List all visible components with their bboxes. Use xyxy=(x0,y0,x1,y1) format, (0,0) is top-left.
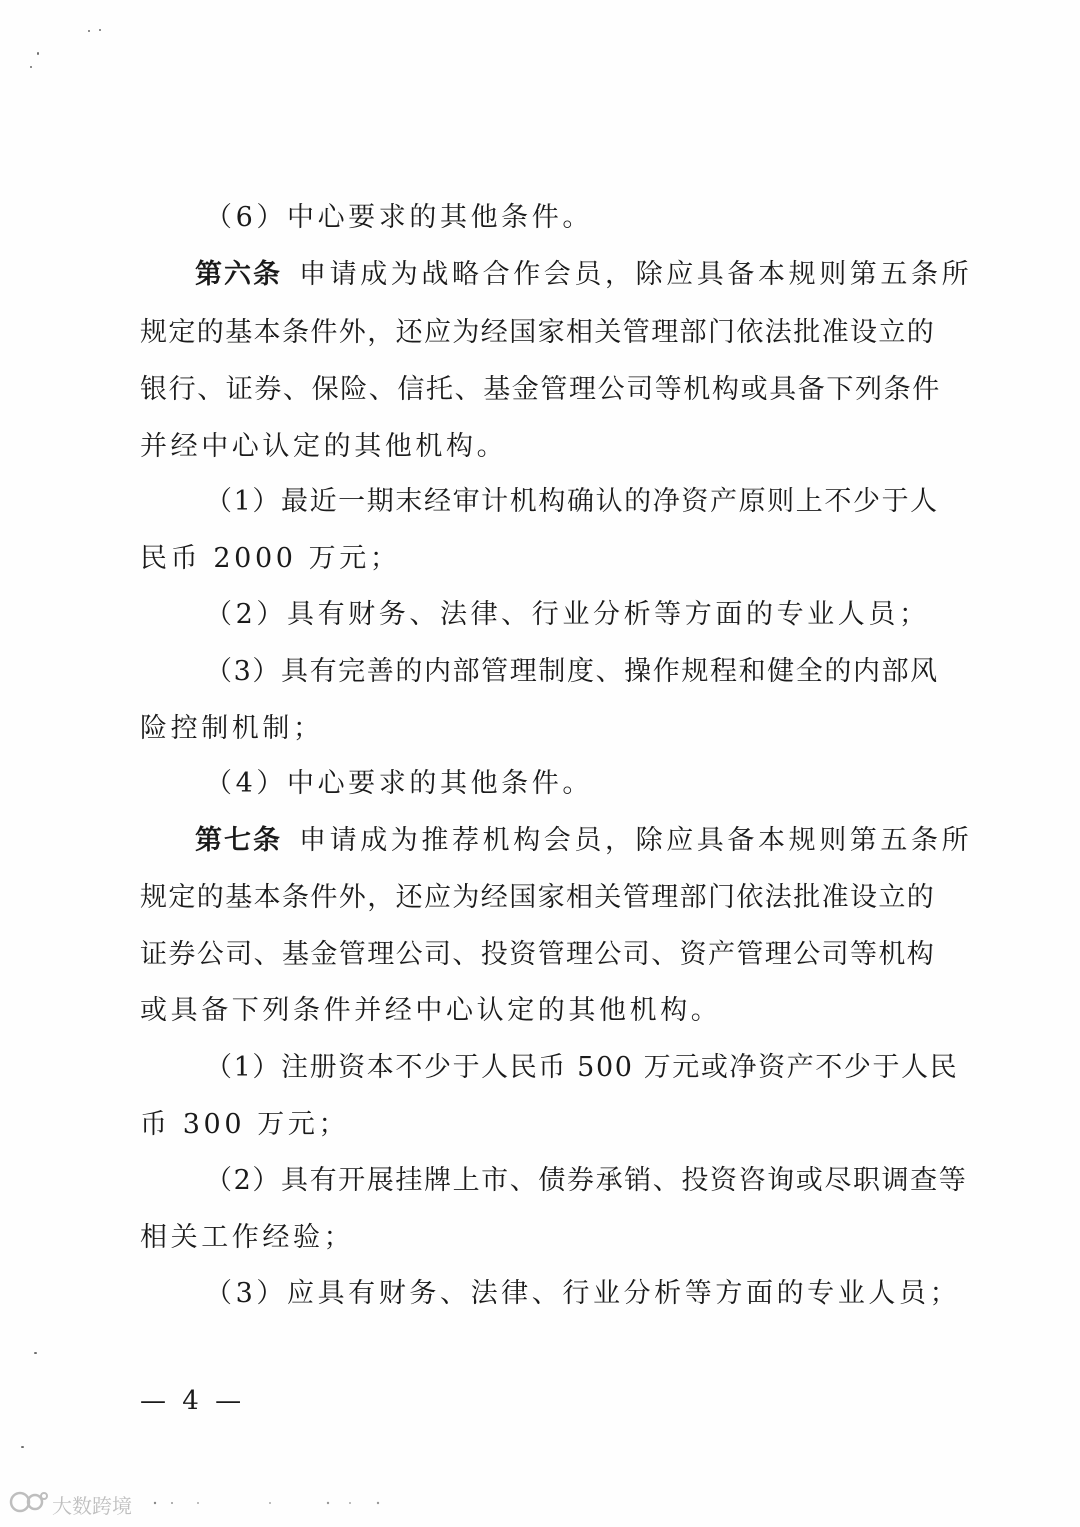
article-7-line-1: 申请成为推荐机构会员，除应具备本规则第五条所 xyxy=(299,825,973,856)
scan-speck xyxy=(21,1446,24,1448)
article-7-item-2-line-2: 相关工作经验； xyxy=(140,1222,355,1253)
article-6-item-3-line-1: （3）具有完善的内部管理制度、操作规程和健全的内部风 xyxy=(205,656,939,687)
scan-edge-marks xyxy=(150,1500,390,1506)
article-7-heading: 第七条 xyxy=(195,825,282,856)
article-7-line-3: 证券公司、基金管理公司、投资管理公司、资产管理公司等机构 xyxy=(140,939,936,970)
page-number: — 4 — xyxy=(140,1386,246,1416)
article-6-line-2: 规定的基本条件外，还应为经国家相关管理部门依法批准设立的 xyxy=(140,317,936,348)
article-7-line-2: 规定的基本条件外，还应为经国家相关管理部门依法批准设立的 xyxy=(140,882,936,913)
article-6-item-3-line-2: 险控制机制； xyxy=(140,713,324,744)
watermark-text: 大数跨境 xyxy=(52,1494,132,1518)
article-6-line-3: 银行、证券、保险、信托、基金管理公司等机构或具备下列条件 xyxy=(140,374,941,405)
scan-speck xyxy=(34,1352,37,1354)
article-6-item-1-line-1: （1）最近一期末经审计机构确认的净资产原则上不少于人 xyxy=(205,486,939,517)
article-6-heading: 第六条 xyxy=(195,259,282,290)
article-7-item-1-line-1: （1）注册资本不少于人民币 500 万元或净资产不少于人民 xyxy=(205,1052,959,1083)
scan-speck xyxy=(37,52,39,55)
scan-speck xyxy=(99,29,101,31)
article-7-item-3: （3）应具有财务、法律、行业分析等方面的专业人员； xyxy=(205,1278,961,1309)
scan-speck xyxy=(88,30,90,32)
watermark-logo-icon xyxy=(8,1488,48,1516)
article-7-item-1-line-2: 币 300 万元； xyxy=(140,1109,350,1140)
article-6-line-1: 申请成为战略合作会员，除应具备本规则第五条所 xyxy=(299,259,973,290)
article-6-item-4: （4）中心要求的其他条件。 xyxy=(205,768,593,799)
item-6-text: （6）中心要求的其他条件。 xyxy=(205,202,593,233)
article-6-line-4: 并经中心认定的其他机构。 xyxy=(140,431,508,462)
article-6-item-1-line-2: 民币 2000 万元； xyxy=(140,543,401,574)
article-7-line-4: 或具备下列条件并经中心认定的其他机构。 xyxy=(140,995,722,1026)
watermark xyxy=(8,1488,148,1518)
article-7-item-2-line-1: （2）具有开展挂牌上市、债券承销、投资咨询或尽职调查等 xyxy=(205,1165,968,1196)
article-6-item-2: （2）具有财务、法律、行业分析等方面的专业人员； xyxy=(205,599,930,630)
scan-speck xyxy=(30,66,32,68)
